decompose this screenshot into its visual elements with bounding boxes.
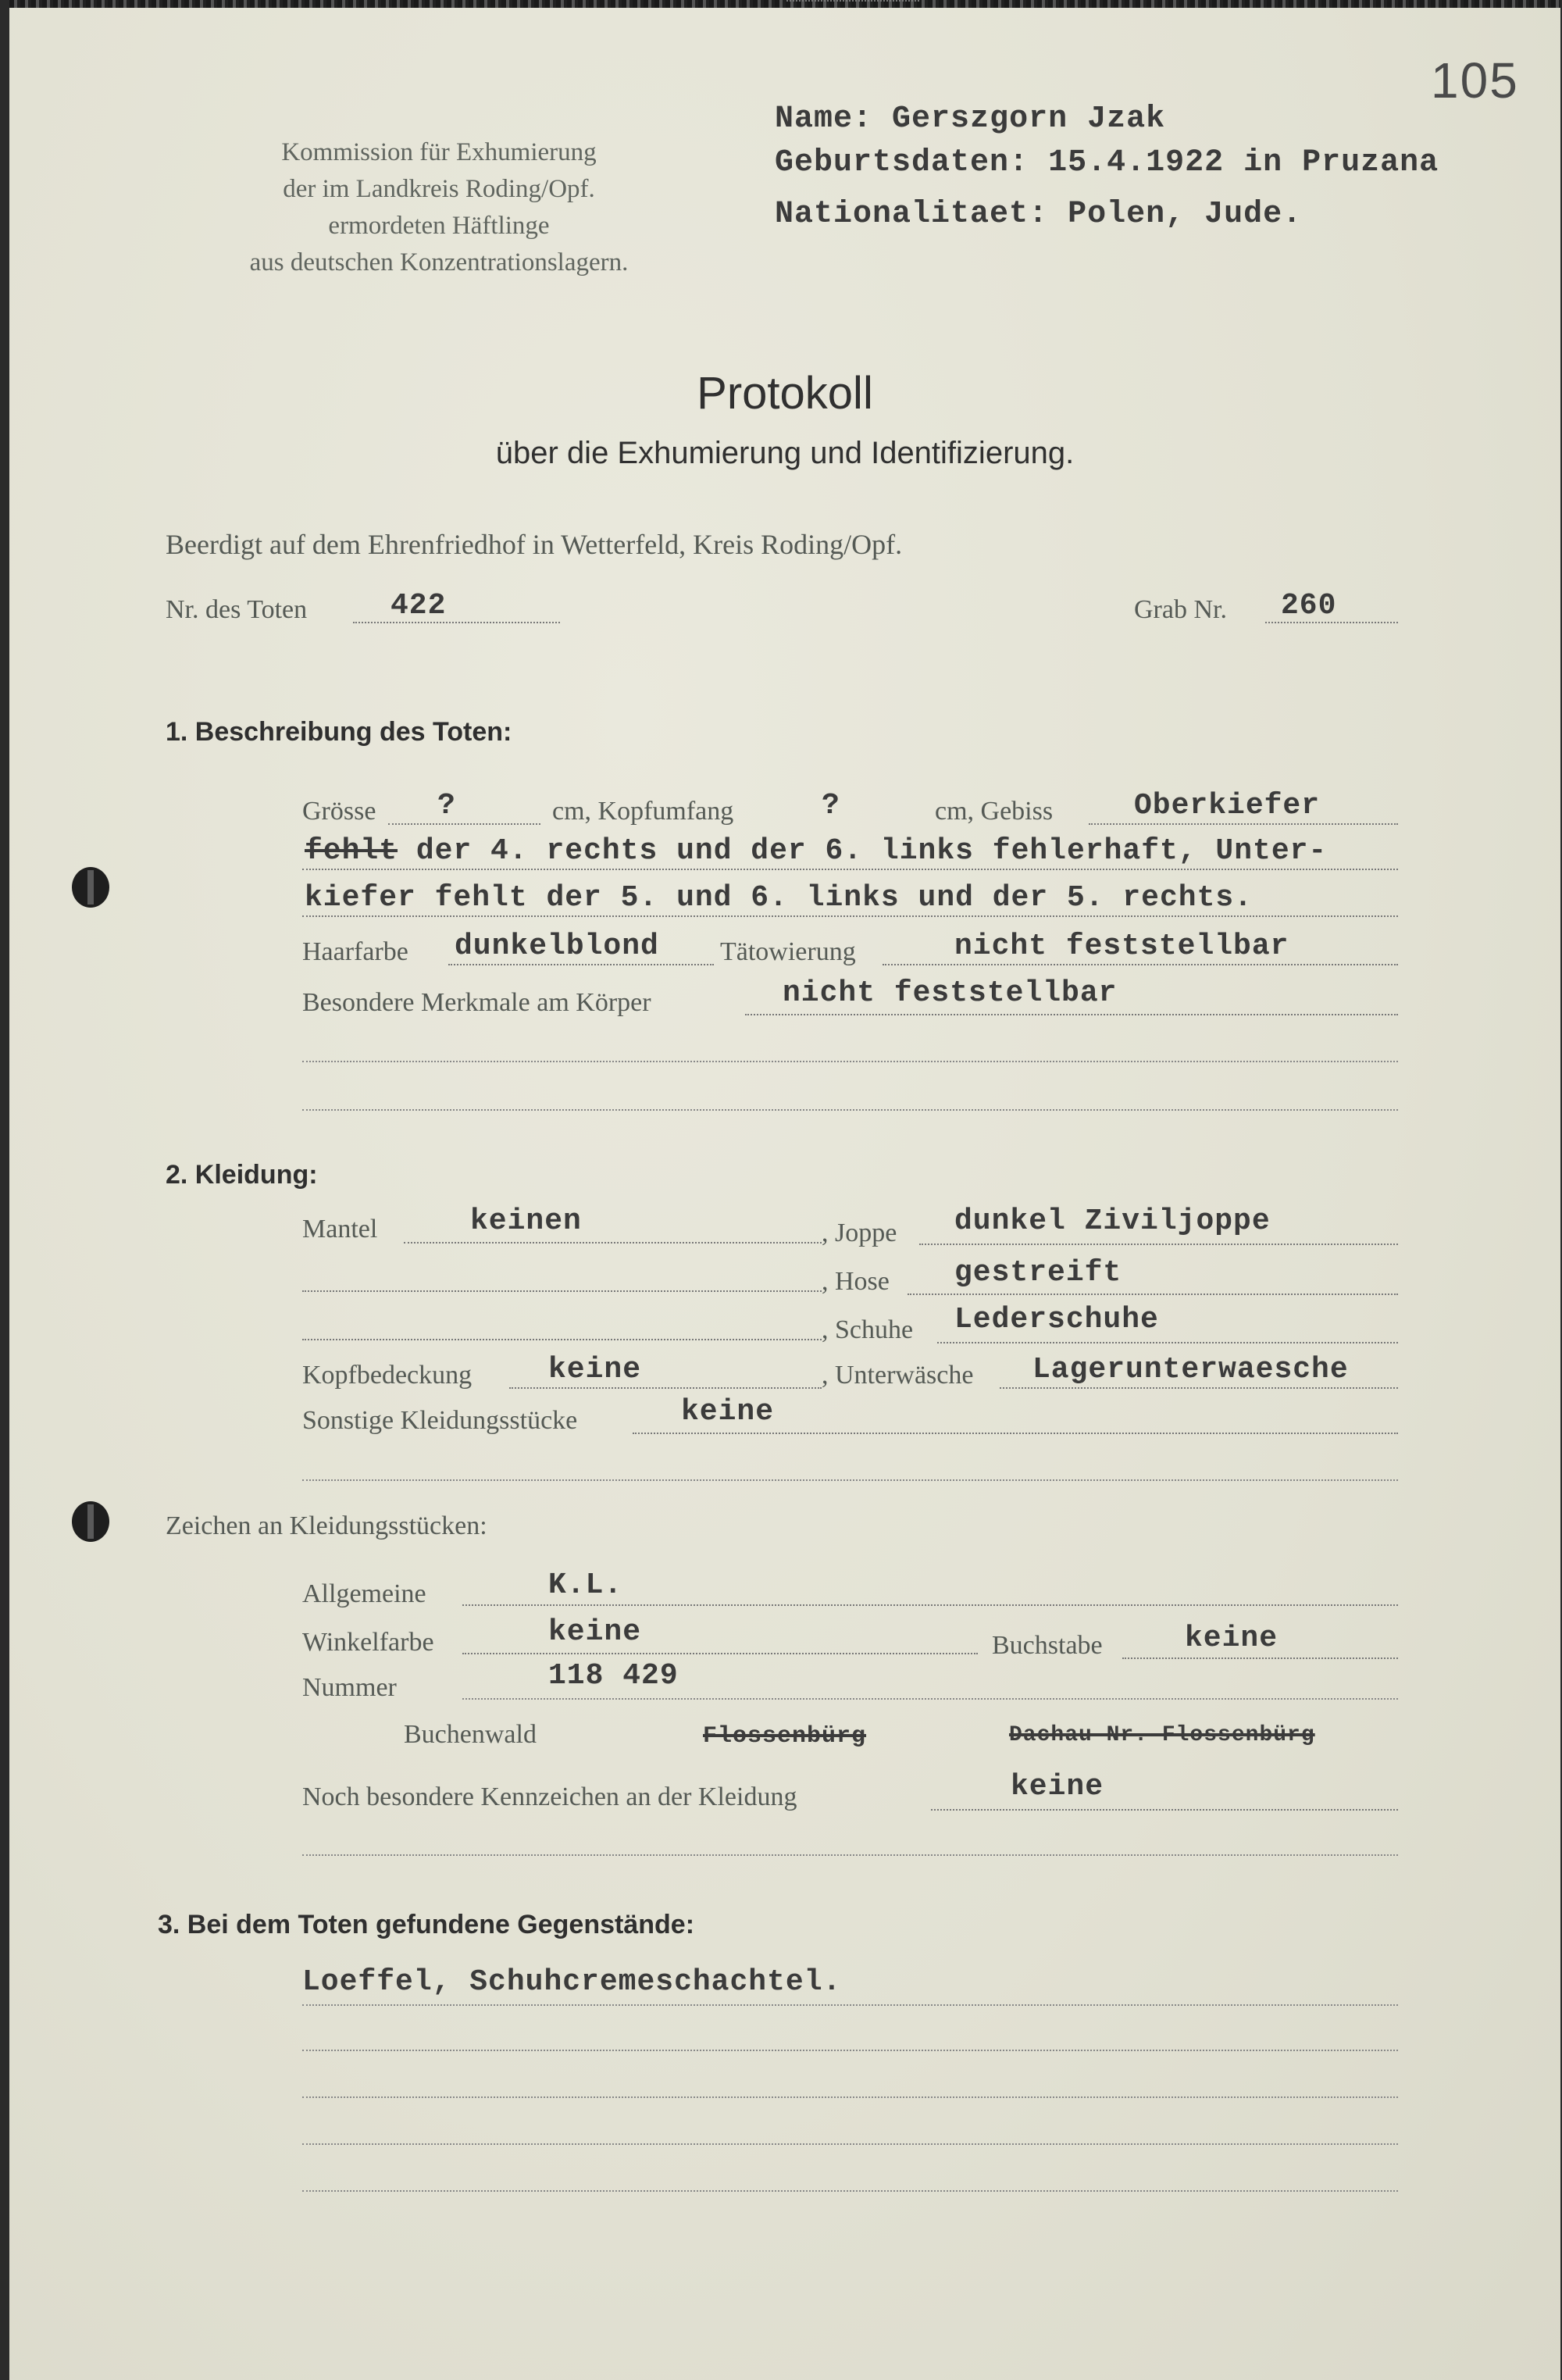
grab-label: Grab Nr. bbox=[1134, 595, 1227, 624]
document-subtitle: über die Exhumierung und Identifizierung. bbox=[495, 436, 1075, 470]
kopfumfang-value: ? bbox=[822, 789, 840, 822]
kopfbedeckung-value: keine bbox=[548, 1353, 642, 1386]
gebiss-line-3: kiefer fehlt der 5. und 6. links und der 5. rechts. bbox=[305, 881, 1253, 915]
merkmale-label: Besondere Merkmale am Körper bbox=[302, 988, 651, 1017]
taetowierung-value: nicht feststellbar bbox=[954, 930, 1289, 963]
buchstabe-value: keine bbox=[1185, 1622, 1278, 1655]
buchenwald-label: Buchenwald bbox=[404, 1720, 537, 1749]
grab-value: 260 bbox=[1281, 589, 1337, 623]
birth-label: Geburtsdaten: bbox=[775, 145, 1029, 180]
sonstige-value: keine bbox=[681, 1395, 775, 1429]
haarfarbe-label: Haarfarbe bbox=[302, 937, 408, 966]
mantel-label: Mantel bbox=[302, 1215, 378, 1244]
commission-header bbox=[189, 134, 689, 281]
burial-line: Beerdigt auf dem Ehrenfriedhof in Wetterfeld, Kreis Roding/Opf. bbox=[166, 529, 903, 560]
section-3-heading: 3. Bei dem Toten gefundene Gegenstände: bbox=[158, 1910, 695, 1939]
gebiss-label: cm, Gebiss bbox=[935, 797, 1054, 826]
name-value: Gerszgorn Jzak bbox=[892, 102, 1166, 137]
birth-value: 15.4.1922 in Pruzana bbox=[1048, 145, 1439, 180]
allgemeine-value: K.L. bbox=[548, 1568, 623, 1602]
joppe-label: , Joppe bbox=[822, 1219, 897, 1247]
nationality-value: Polen, Jude. bbox=[1068, 197, 1303, 232]
document-page bbox=[9, 0, 1560, 2380]
header-line: ermordeten Häftlinge bbox=[328, 212, 550, 240]
document-title: Protokoll bbox=[697, 368, 873, 419]
winkelfarbe-value: keine bbox=[548, 1615, 642, 1649]
nationality-label: Nationalitaet: bbox=[775, 197, 1049, 232]
allgemeine-label: Allgemeine bbox=[302, 1579, 426, 1608]
kopfumfang-label: cm, Kopfumfang bbox=[552, 797, 734, 826]
gebiss-value: Oberkiefer bbox=[1134, 789, 1321, 822]
header-line: der im Landkreis Roding/Opf. bbox=[283, 175, 595, 203]
haarfarbe-value: dunkelblond bbox=[455, 930, 659, 963]
flossenbuerg-strikeout: Flossenbürg bbox=[703, 1723, 867, 1750]
schuhe-label: , Schuhe bbox=[822, 1315, 914, 1344]
section-1-heading: 1. Beschreibung des Toten: bbox=[166, 717, 512, 747]
joppe-value: dunkel Ziviljoppe bbox=[954, 1204, 1271, 1238]
merkmale-value: nicht feststellbar bbox=[783, 976, 1118, 1010]
buchstabe-label: Buchstabe bbox=[992, 1631, 1103, 1660]
page-number: 105 bbox=[1431, 52, 1519, 109]
header-line: aus deutschen Konzentrationslagern. bbox=[249, 248, 629, 277]
nummer-label: Nummer bbox=[302, 1673, 397, 1702]
nr-value: 422 bbox=[390, 589, 447, 623]
groesse-label: Grösse bbox=[302, 797, 376, 826]
name-label: Name: bbox=[775, 102, 873, 137]
noch-kennzeichen-label: Noch besondere Kennzeichen an der Kleidung bbox=[302, 1782, 797, 1811]
nr-label: Nr. des Toten bbox=[166, 595, 308, 624]
gebiss-line-2 bbox=[305, 834, 1327, 868]
groesse-value: ? bbox=[437, 789, 456, 822]
gebiss-continuation: der 4. rechts und der 6. links fehlerhaft, Unter- bbox=[415, 834, 1328, 868]
unterwaesche-label: , Unterwäsche bbox=[822, 1361, 974, 1390]
gebiss-strikeout: fehlt bbox=[305, 834, 398, 868]
hose-value: gestreift bbox=[954, 1256, 1122, 1290]
zeichen-heading: Zeichen an Kleidungsstücken: bbox=[166, 1511, 487, 1540]
taetowierung-label: Tätowierung bbox=[720, 937, 856, 966]
camp-number-strikeout: Dachau Nr. Flossenbürg bbox=[1009, 1723, 1315, 1747]
sonstige-label: Sonstige Kleidungsstücke bbox=[302, 1406, 578, 1435]
kopfbedeckung-label: Kopfbedeckung bbox=[302, 1361, 473, 1390]
unterwaesche-value: Lagerunterwaesche bbox=[1032, 1353, 1349, 1386]
hose-label: , Hose bbox=[822, 1267, 890, 1296]
nummer-value: 118 429 bbox=[548, 1659, 679, 1693]
winkelfarbe-label: Winkelfarbe bbox=[302, 1628, 434, 1657]
scan-edge bbox=[9, 0, 1560, 8]
mantel-value: keinen bbox=[470, 1204, 582, 1238]
punch-hole bbox=[72, 867, 109, 908]
header-line: Kommission für Exhumierung bbox=[281, 138, 597, 166]
schuhe-value: Lederschuhe bbox=[954, 1303, 1159, 1336]
section-2-heading: 2. Kleidung: bbox=[166, 1160, 318, 1190]
punch-hole bbox=[72, 1501, 109, 1542]
noch-kennzeichen-value: keine bbox=[1011, 1770, 1104, 1804]
gegenstaende-value: Loeffel, Schuhcremeschachtel. bbox=[302, 1965, 842, 1999]
